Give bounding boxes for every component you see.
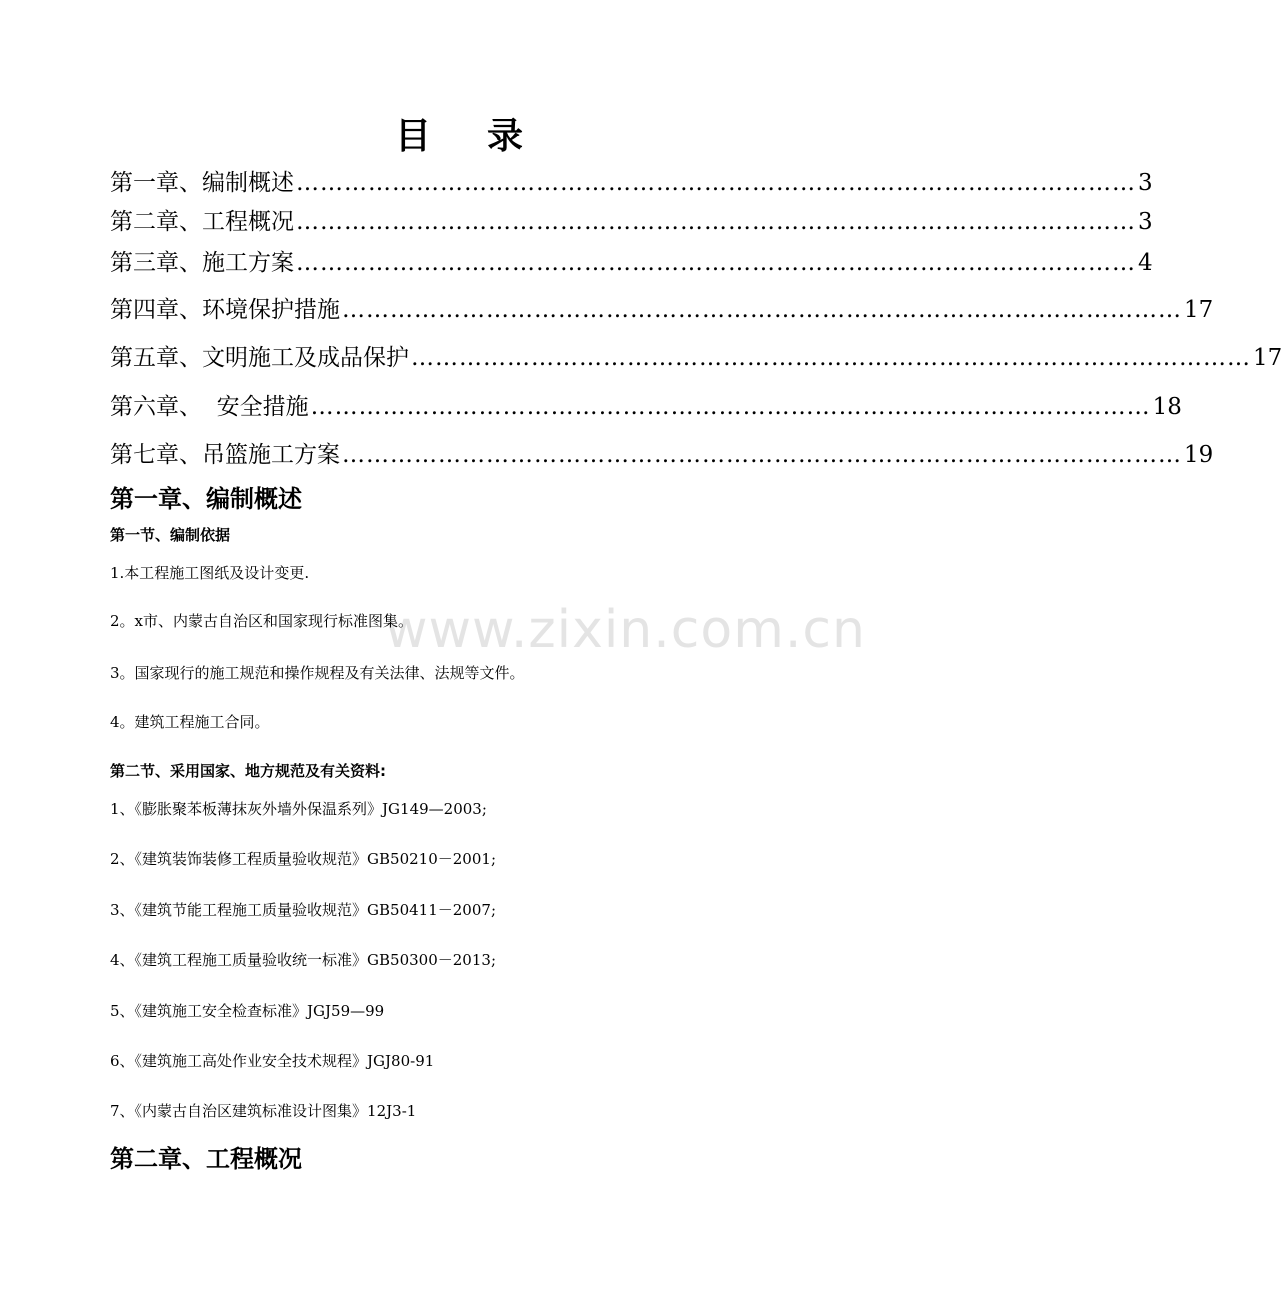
basis-item-3: 3。国家现行的施工规范和操作规程及有关法律、法规等文件。 — [110, 664, 525, 682]
toc-leader: …………………………………………………………………………………………… — [411, 345, 1251, 371]
standard-item-1: 1、《膨胀聚苯板薄抹灰外墙外保温系列》JG149—2003; — [110, 800, 487, 818]
toc-leader: …………………………………………………………………………………………… — [296, 250, 1136, 276]
toc-entry-6[interactable] — [110, 391, 1182, 423]
toc-entry-page: 17 — [1184, 297, 1214, 323]
standard-item-7: 7、《内蒙古自治区建筑标准设计图集》12J3-1 — [110, 1102, 417, 1120]
standard-item-4: 4、《建筑工程施工质量验收统一标准》GB50300－2013; — [110, 951, 496, 969]
toc-leader: …………………………………………………………………………………………… — [310, 394, 1151, 420]
toc-entry-label: 第三章、施工方案 — [110, 250, 294, 276]
toc-entry-page: 18 — [1152, 394, 1182, 420]
standard-item-5: 5、《建筑施工安全检查标准》JGJ59—99 — [110, 1002, 385, 1020]
section-1-heading: 第一节、编制依据 — [110, 526, 231, 544]
standard-item-6: 6、《建筑施工高处作业安全技术规程》JGJ80-91 — [110, 1052, 435, 1070]
toc-entry-3[interactable] — [110, 247, 1153, 279]
toc-entry-page: 17 — [1253, 345, 1282, 371]
standard-item-3: 3、《建筑节能工程施工质量验收规范》GB50411－2007; — [110, 901, 496, 919]
basis-item-4: 4。建筑工程施工合同。 — [110, 713, 270, 731]
section-2-heading: 第二节、采用国家、地方规范及有关资料: — [110, 762, 387, 780]
chapter-1-heading: 第一章、编制概述 — [110, 485, 302, 513]
toc-entry-page: 19 — [1184, 442, 1214, 468]
toc-entry-page: 3 — [1138, 209, 1153, 235]
toc-entry-label: 第二章、工程概况 — [110, 209, 294, 235]
watermark: www.zixin.com.cn — [385, 600, 866, 660]
toc-leader: …………………………………………………………………………………………… — [342, 297, 1182, 323]
toc-entry-label: 第七章、吊篮施工方案 — [110, 442, 340, 468]
toc-entry-page: 4 — [1138, 250, 1153, 276]
standard-item-2: 2、《建筑装饰装修工程质量验收规范》GB50210－2001; — [110, 850, 496, 868]
toc-entry-page: 3 — [1138, 170, 1153, 196]
toc-entry-2[interactable] — [110, 206, 1153, 238]
toc-entry-label: 第一章、编制概述 — [110, 170, 294, 196]
toc-entry-1[interactable] — [110, 167, 1153, 199]
toc-entry-5[interactable] — [110, 342, 1282, 374]
toc-entry-label: 第四章、环境保护措施 — [110, 297, 340, 323]
basis-item-1: 1.本工程施工图纸及设计变更. — [110, 564, 310, 582]
toc-title-char-2: 录 — [487, 116, 526, 157]
basis-item-2: 2。x市、内蒙古自治区和国家现行标准图集。 — [110, 612, 414, 630]
toc-leader: …………………………………………………………………………………………… — [296, 170, 1136, 196]
toc-entry-7[interactable] — [110, 439, 1214, 471]
toc-leader: …………………………………………………………………………………………… — [342, 442, 1182, 468]
toc-title — [0, 108, 920, 159]
chapter-2-heading: 第二章、工程概况 — [110, 1145, 302, 1173]
toc-entry-label: 第六章、 安全措施 — [110, 394, 309, 420]
toc-title-char-1: 目 — [394, 116, 433, 157]
toc-entry-4[interactable] — [110, 294, 1214, 326]
toc-leader: …………………………………………………………………………………………… — [296, 209, 1136, 235]
toc-entry-label: 第五章、文明施工及成品保护 — [110, 345, 409, 371]
